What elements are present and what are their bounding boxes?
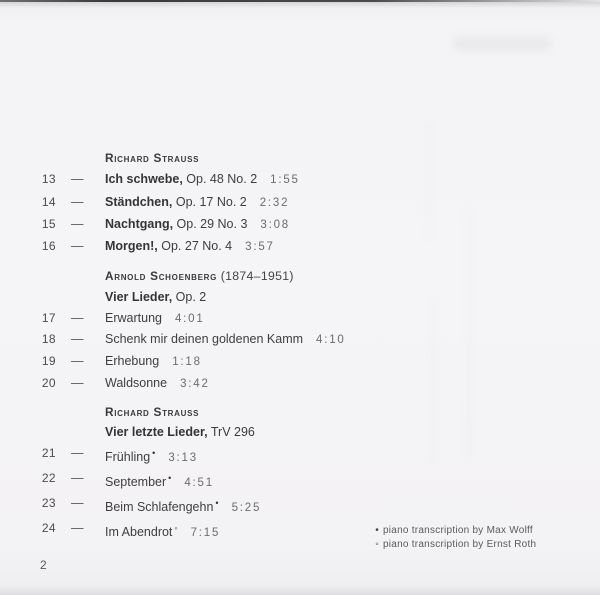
tracklist-section	[0, 266, 600, 395]
composer-heading	[0, 402, 600, 422]
track-duration: 3:57	[245, 241, 275, 254]
track-number: 23	[41, 496, 56, 511]
track-number: 20	[41, 375, 56, 390]
track-row	[0, 308, 600, 330]
footnotes	[368, 524, 536, 552]
track-dash: —	[71, 239, 84, 254]
track-duration: 4:51	[184, 476, 214, 489]
footnote-text: piano transcription by Ernst Roth	[383, 538, 537, 550]
transcription-marker: •	[168, 472, 172, 483]
track-title: Frühling • 3:13	[105, 447, 198, 464]
scan-edge-top-fade	[0, 2, 600, 8]
track-dash: —	[71, 216, 84, 231]
track-row	[0, 236, 600, 258]
track-row	[0, 192, 600, 214]
track-number: 15	[41, 216, 56, 231]
track-title: Beim Schlafengehn • 5:25	[105, 498, 262, 515]
track-dash: —	[71, 172, 84, 187]
track-title: Nachtgang, Op. 29 No. 3 3:08	[105, 216, 291, 231]
track-title: Waldsonne 3:42	[105, 375, 210, 390]
composer-heading	[0, 266, 600, 287]
transcription-marker: •	[215, 498, 219, 509]
page-number: 2	[40, 558, 47, 572]
scan-edge-bottom	[0, 585, 600, 595]
track-dash: —	[71, 375, 84, 390]
track-number: 19	[41, 354, 56, 369]
transcription-marker: ◦	[174, 523, 178, 534]
track-title: Erhebung 1:18	[105, 354, 202, 369]
track-duration: 3:42	[180, 377, 210, 390]
track-duration: 7:15	[190, 527, 221, 540]
composer-heading	[0, 148, 600, 169]
track-number: 22	[41, 470, 56, 485]
track-number: 16	[41, 239, 56, 254]
track-title: September • 4:51	[105, 472, 214, 489]
showthrough-smudge	[452, 36, 552, 51]
work-title: Vier Lieder, Op. 2	[105, 289, 207, 304]
footnote	[368, 524, 536, 538]
track-title: Schenk mir deinen goldenen Kamm 4:10	[105, 332, 346, 347]
track-title: Im Abendrot ◦ 7:15	[105, 523, 221, 540]
transcription-marker: •	[152, 447, 156, 458]
tracklist-section	[0, 148, 600, 258]
track-dash: —	[71, 445, 84, 460]
work-title: Vier letzte Lieder, TrV 296	[105, 425, 255, 440]
composer-name: Arnold Schoenberg	[105, 269, 218, 283]
composer-dates: (1874–1951)	[217, 269, 294, 283]
track-row	[0, 169, 600, 191]
track-number: 13	[41, 172, 56, 187]
track-row	[0, 214, 600, 236]
track-number: 24	[41, 521, 56, 536]
track-dash: —	[71, 470, 84, 485]
track-duration: 4:10	[316, 334, 346, 347]
track-duration: 1:18	[172, 356, 202, 369]
track-title: Erwartung 4:01	[105, 310, 205, 325]
track-dash: —	[71, 332, 84, 347]
track-title: Morgen!, Op. 27 No. 4 3:57	[105, 239, 275, 254]
composer-name: Richard Strauss	[105, 405, 200, 419]
track-duration: 3:13	[168, 451, 198, 464]
track-duration: 3:08	[260, 218, 291, 231]
footnote	[368, 538, 536, 552]
track-number: 18	[41, 332, 56, 347]
track-duration: 5:25	[231, 502, 262, 515]
track-duration: 2:32	[259, 196, 290, 209]
composer-name: Richard Strauss	[105, 151, 200, 165]
tracklist-section	[0, 402, 600, 544]
track-number: 14	[41, 194, 56, 209]
track-dash: —	[71, 521, 84, 536]
track-row	[0, 493, 600, 518]
track-title: Ich schwebe, Op. 48 No. 2 1:55	[105, 172, 300, 187]
track-duration: 4:01	[174, 312, 205, 325]
footnote-marker: ◦	[375, 538, 379, 550]
track-dash: —	[71, 496, 84, 511]
track-dash: —	[71, 310, 84, 325]
track-number: 21	[41, 445, 56, 460]
track-dash: —	[71, 194, 84, 209]
track-title: Ständchen, Op. 17 No. 2 2:32	[105, 194, 290, 209]
footnote-marker: •	[375, 525, 379, 536]
track-row	[0, 443, 600, 468]
footnote-text: piano transcription by Max Wolff	[383, 525, 533, 536]
track-dash: —	[71, 354, 84, 369]
track-row	[0, 329, 600, 351]
track-row	[0, 468, 600, 493]
track-number: 17	[41, 310, 56, 325]
track-duration: 1:55	[270, 174, 300, 187]
track-row	[0, 373, 600, 395]
track-row	[0, 351, 600, 373]
